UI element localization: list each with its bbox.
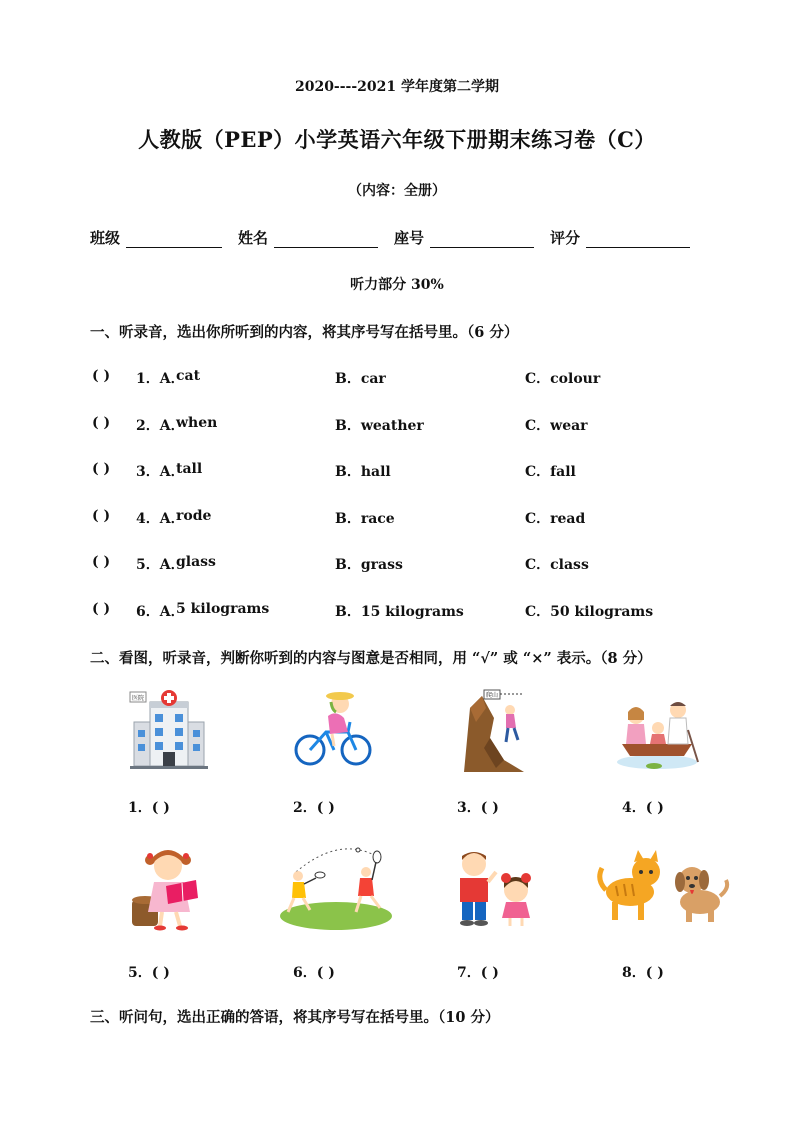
option-b: B．car (335, 371, 386, 387)
family-boat-icon (614, 688, 700, 774)
hospital-sign-text: 医院 (131, 695, 145, 702)
question-row (92, 601, 712, 621)
question-row (92, 554, 712, 574)
question-number: 3．A． (136, 464, 185, 480)
girl-on-bike-icon (290, 688, 376, 774)
listening-part-heading: 听力部分 30% (350, 277, 444, 293)
question-number: 5．A． (136, 557, 185, 573)
answer-label-3[interactable]: 3．( ) (457, 800, 499, 816)
mountain-climbing-icon (460, 688, 546, 774)
answer-paren[interactable]: ( ) (92, 461, 111, 477)
option-c: C．fall (525, 464, 576, 480)
option-c: C．50 kilograms (525, 604, 654, 620)
answer-label-1[interactable]: 1．( ) (128, 800, 170, 816)
answer-label-6[interactable]: 6．( ) (293, 965, 335, 981)
content-note: （内容：全册） (348, 183, 446, 199)
option-a: cat (176, 368, 201, 384)
boy-and-girl-picture (448, 846, 544, 932)
option-c: C．read (525, 511, 586, 527)
option-c: C．colour (525, 371, 601, 387)
student-info-row (90, 227, 710, 248)
question-row (92, 368, 712, 388)
answer-paren[interactable]: ( ) (92, 368, 111, 384)
hospital-picture (126, 688, 212, 774)
option-c: C．wear (525, 418, 588, 434)
score-field[interactable] (586, 231, 690, 248)
boy-and-girl-icon (448, 846, 544, 932)
option-a: tall (176, 461, 203, 477)
badminton-picture (276, 842, 394, 932)
answer-label-2[interactable]: 2．( ) (293, 800, 335, 816)
exam-title: 人教版（PEP）小学英语六年级下册期末练习卷（C） (138, 127, 656, 152)
answer-paren[interactable]: ( ) (92, 601, 111, 617)
seat-label: 座号 (394, 229, 425, 247)
answer-paren[interactable]: ( ) (92, 508, 111, 524)
class-field[interactable] (126, 231, 222, 248)
question-number: 6．A． (136, 604, 185, 620)
cat-and-dog-picture (596, 850, 732, 928)
option-b: B．weather (335, 418, 424, 434)
option-b: B．race (335, 511, 395, 527)
reading-girl-picture (126, 846, 212, 932)
answer-paren[interactable]: ( ) (92, 415, 111, 431)
question-number: 2．A． (136, 418, 185, 434)
question-row (92, 461, 712, 481)
option-a: when (176, 415, 218, 431)
section1-title: 一、听录音，选出你所听到的内容，将其序号写在括号里。（6 分） (90, 324, 519, 341)
question-row (92, 415, 712, 435)
option-a: rode (176, 508, 212, 524)
school-year: 2020----2021 学年度第二学期 (294, 79, 500, 95)
cat-and-dog-icon (596, 850, 732, 928)
option-b: B．15 kilograms (335, 604, 464, 620)
name-field[interactable] (274, 231, 378, 248)
section3-title: 三、听问句，选出正确的答语，将其序号写在括号里。（10 分） (90, 1009, 500, 1026)
answer-label-7[interactable]: 7．( ) (457, 965, 499, 981)
question-number: 1．A． (136, 371, 185, 387)
question-number: 4．A． (136, 511, 185, 527)
bike-riding-picture (290, 688, 376, 774)
option-a: glass (176, 554, 216, 570)
answer-label-5[interactable]: 5．( ) (128, 965, 170, 981)
girl-reading-icon (126, 846, 212, 932)
score-label: 评分 (550, 229, 581, 247)
option-c: C．class (525, 557, 589, 573)
answer-label-8[interactable]: 8．( ) (622, 965, 664, 981)
hospital-icon (126, 688, 212, 774)
answer-label-4[interactable]: 4．( ) (622, 800, 664, 816)
climbing-picture (460, 688, 546, 774)
option-a: 5 kilograms (176, 601, 270, 617)
option-b: B．hall (335, 464, 391, 480)
question-row (92, 508, 712, 528)
mountain-sign-text: 爬山 (485, 692, 499, 699)
boating-picture (614, 688, 700, 774)
badminton-players-icon (276, 842, 394, 932)
option-b: B．grass (335, 557, 403, 573)
answer-paren[interactable]: ( ) (92, 554, 111, 570)
seat-field[interactable] (430, 231, 534, 248)
name-label: 姓名 (238, 229, 269, 247)
section2-title: 二、看图，听录音，判断你听到的内容与图意是否相同，用 “√” 或 “×” 表示。（8 分） (90, 650, 652, 667)
class-label: 班级 (90, 229, 121, 247)
